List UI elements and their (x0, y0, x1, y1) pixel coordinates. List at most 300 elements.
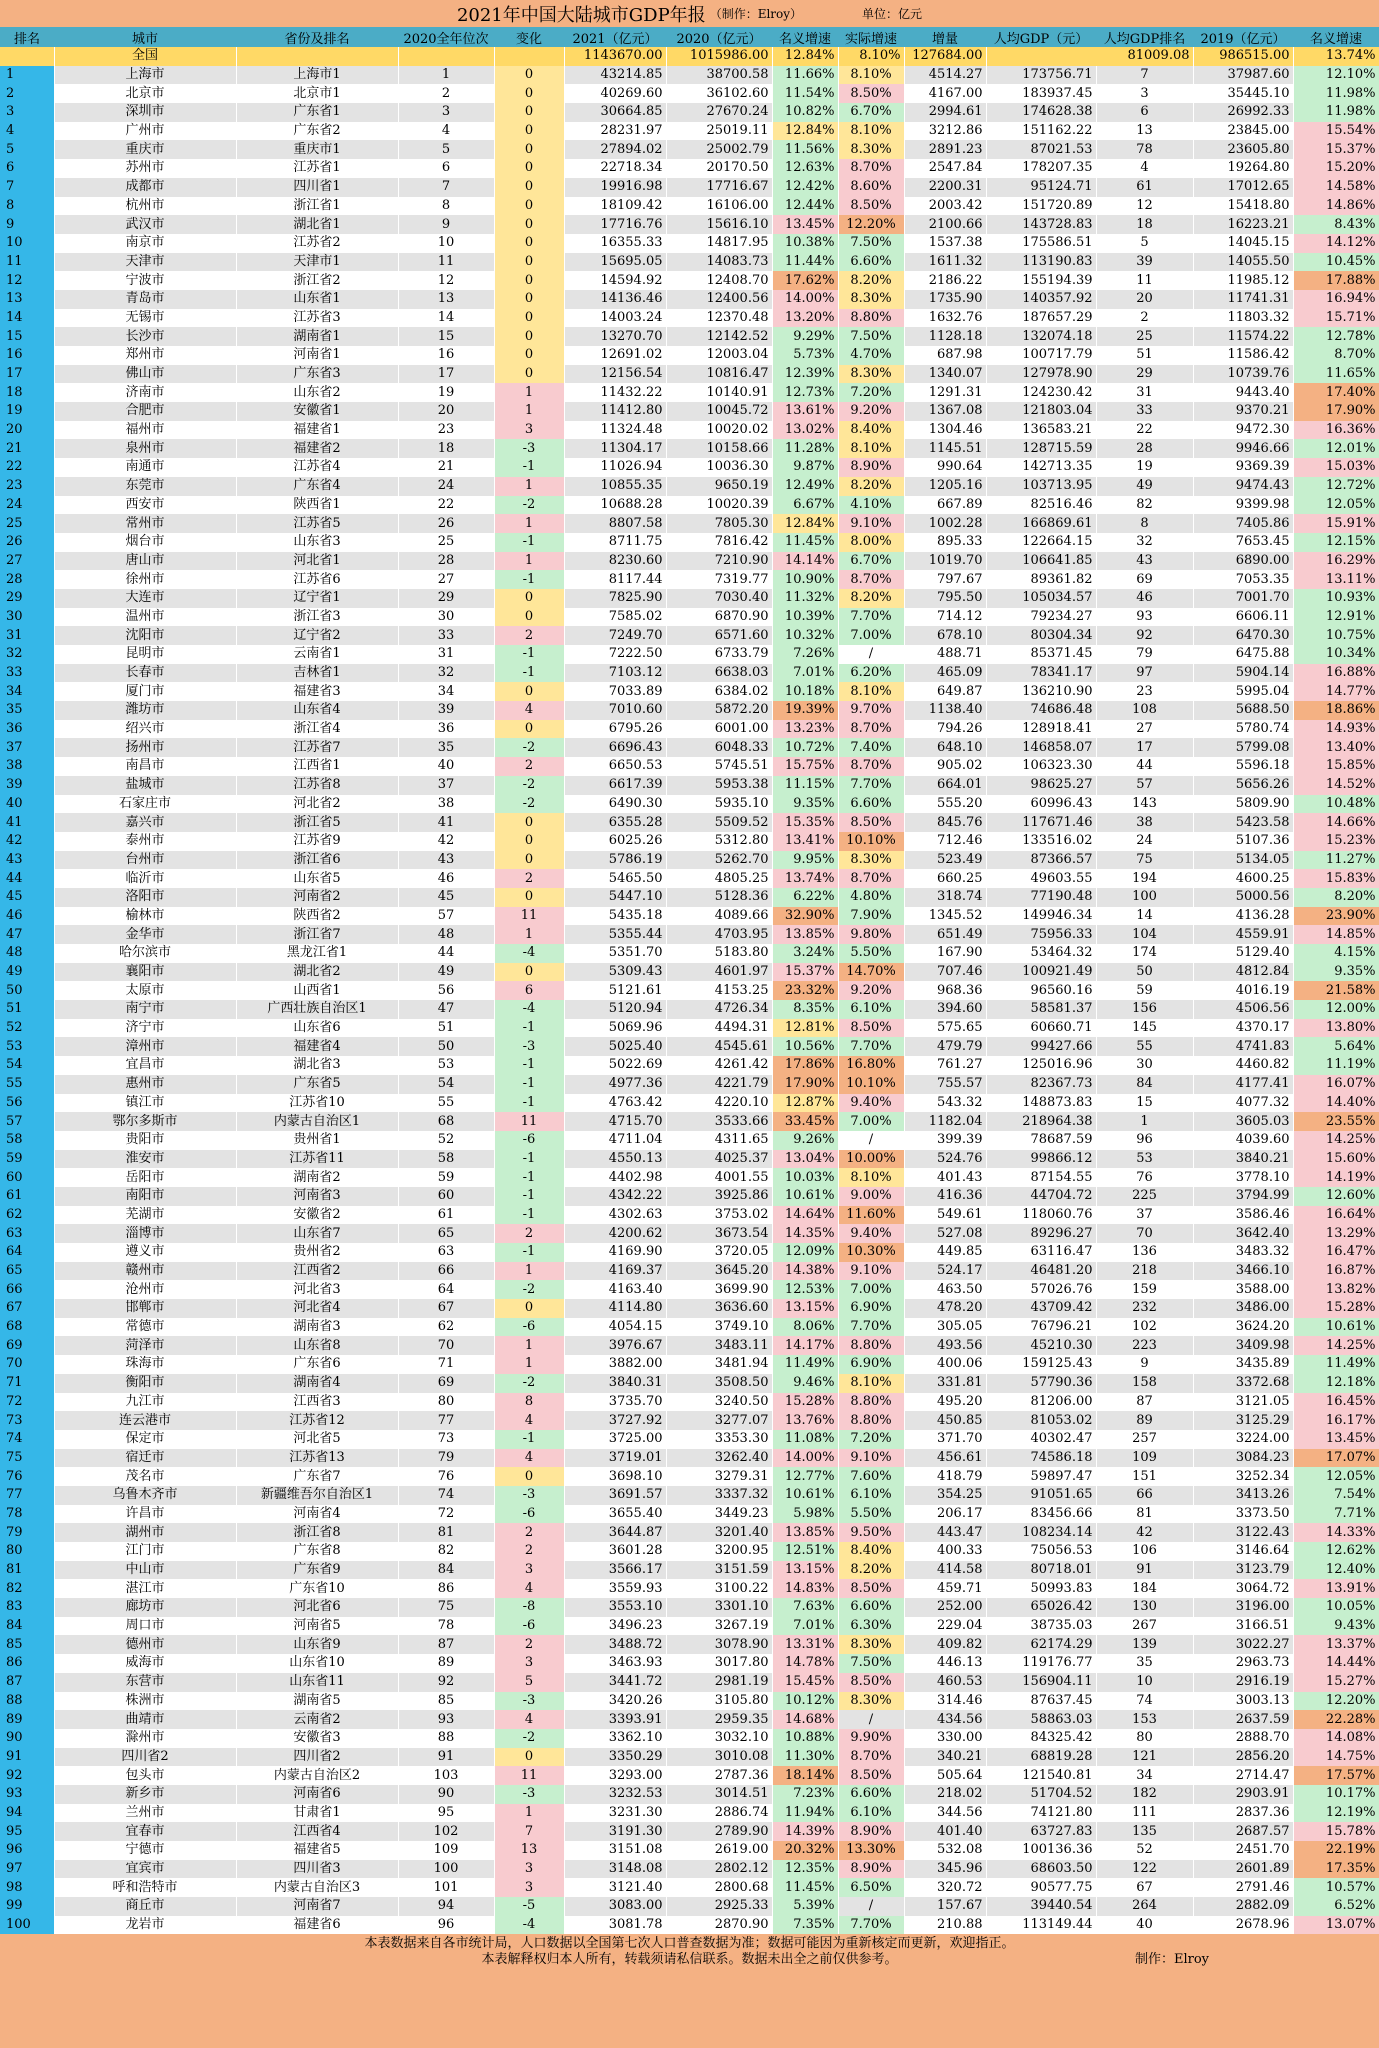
gdp-2020-cell: 4001.55 (666, 1168, 772, 1187)
nominal-growth-cell: 12.87% (772, 1094, 838, 1113)
gdp-2020-cell: 3151.59 (666, 1561, 772, 1580)
increment-cell: 895.33 (904, 533, 986, 552)
rank-cell: 45 (0, 888, 54, 907)
gdp-2019-cell: 5134.05 (1193, 851, 1293, 870)
increment-cell: 543.32 (904, 1094, 986, 1113)
change-cell: 1 (494, 552, 564, 571)
nominal-growth-cell: 14.00% (772, 1449, 838, 1468)
nominal-growth-2019-cell: 8.43% (1293, 215, 1379, 234)
province-cell: 江苏省8 (236, 776, 398, 795)
gdp-2019-cell: 3125.29 (1193, 1411, 1293, 1430)
gdp-per-capita-cell: 149946.34 (986, 907, 1096, 926)
real-growth-cell: 5.50% (838, 1505, 904, 1524)
gdp-2020-cell: 6384.02 (666, 682, 772, 701)
rank-2020-cell: 74 (398, 1486, 494, 1505)
table-row (0, 84, 1379, 103)
nominal-growth-cell: 12.09% (772, 1243, 838, 1262)
footer-author: 制作：Elroy (1134, 1952, 1209, 1968)
province-cell: 福建省3 (236, 682, 398, 701)
gdp-2019-cell: 11985.12 (1193, 271, 1293, 290)
rank-cell: 79 (0, 1523, 54, 1542)
per-capita-rank-cell: 67 (1096, 1878, 1193, 1897)
rank-2020-cell: 56 (398, 981, 494, 1000)
unit-label: 单位：亿元 (862, 7, 923, 21)
real-growth-cell: 8.30% (838, 851, 904, 870)
nominal-growth-2019-cell: 12.01% (1293, 439, 1379, 458)
city-cell: 武汉市 (54, 215, 236, 234)
change-cell: 1 (494, 925, 564, 944)
change-cell: -1 (494, 1206, 564, 1225)
city-cell: 宜宾市 (54, 1860, 236, 1879)
gdp-2021-cell: 18109.42 (564, 197, 666, 216)
change-cell: 0 (494, 309, 564, 328)
real-growth-cell: 6.90% (838, 1299, 904, 1318)
nominal-growth-cell: 13.85% (772, 1523, 838, 1542)
province-cell: 河南省2 (236, 888, 398, 907)
increment-cell: 446.13 (904, 1654, 986, 1673)
rank-2020-cell: 54 (398, 1075, 494, 1094)
rank-2020-cell: 46 (398, 869, 494, 888)
nominal-growth-cell: 10.90% (772, 570, 838, 589)
gdp-2019-cell: 3003.13 (1193, 1692, 1293, 1711)
gdp-2020-cell: 14083.73 (666, 253, 772, 272)
gdp-2020-cell: 3078.90 (666, 1635, 772, 1654)
gdp-2019-cell: 7405.86 (1193, 514, 1293, 533)
nominal-growth-2019-cell: 14.33% (1293, 1523, 1379, 1542)
rank-2020-cell: 87 (398, 1635, 494, 1654)
rank-2020-cell: 94 (398, 1897, 494, 1916)
blank-cell (236, 47, 398, 66)
gdp-2019-cell: 2791.46 (1193, 1878, 1293, 1897)
nominal-growth-cell: 12.44% (772, 197, 838, 216)
rank-cell: 41 (0, 813, 54, 832)
rank-cell: 95 (0, 1822, 54, 1841)
real-growth-cell: 8.00% (838, 533, 904, 552)
per-capita-rank-cell: 232 (1096, 1299, 1193, 1318)
real-growth-cell: 7.70% (838, 1318, 904, 1337)
table-row (0, 458, 1379, 477)
city-cell: 温州市 (54, 608, 236, 627)
header-nominal-growth: 名义增速 (772, 27, 838, 47)
rank-2020-cell: 10 (398, 234, 494, 253)
nominal-growth-cell: 13.23% (772, 720, 838, 739)
rank-2020-cell: 44 (398, 944, 494, 963)
rank-cell: 8 (0, 197, 54, 216)
rank-cell: 90 (0, 1729, 54, 1748)
per-capita-rank-cell: 74 (1096, 1692, 1193, 1711)
gdp-2021-cell: 3566.17 (564, 1561, 666, 1580)
province-cell: 湖南省4 (236, 1374, 398, 1393)
nominal-growth-cell: 9.26% (772, 1131, 838, 1150)
gdp-per-capita-cell: 60660.71 (986, 1019, 1096, 1038)
gdp-2021-cell: 8711.75 (564, 533, 666, 552)
city-cell: 长春市 (54, 664, 236, 683)
table-row (0, 1336, 1379, 1355)
change-cell: -4 (494, 944, 564, 963)
gdp-per-capita-cell: 74121.80 (986, 1804, 1096, 1823)
rank-2020-cell: 9 (398, 215, 494, 234)
gdp-2020-cell: 6571.60 (666, 626, 772, 645)
gdp-2020-cell: 38700.58 (666, 66, 772, 85)
table-row (0, 1860, 1379, 1879)
gdp-per-capita-cell: 68819.28 (986, 1748, 1096, 1767)
gdp-2019-cell: 2687.57 (1193, 1822, 1293, 1841)
change-cell: 0 (494, 327, 564, 346)
gdp-2020-cell: 12370.48 (666, 309, 772, 328)
nominal-growth-2019-cell: 15.54% (1293, 122, 1379, 141)
increment-cell: 648.10 (904, 738, 986, 757)
table-row (0, 1467, 1379, 1486)
province-cell: 河北省1 (236, 552, 398, 571)
gdp-per-capita-cell: 136210.90 (986, 682, 1096, 701)
city-cell: 贵阳市 (54, 1131, 236, 1150)
change-cell: 13 (494, 1841, 564, 1860)
nominal-growth-cell: 8.06% (772, 1318, 838, 1337)
real-growth-cell: 12.20% (838, 215, 904, 234)
nominal-growth-cell: 12.63% (772, 159, 838, 178)
per-capita-rank-cell: 7 (1096, 66, 1193, 85)
gdp-per-capita-cell: 187657.29 (986, 309, 1096, 328)
gdp-per-capita-cell: 63727.83 (986, 1822, 1096, 1841)
rank-2020-cell: 34 (398, 682, 494, 701)
city-cell: 大连市 (54, 589, 236, 608)
gdp-per-capita-cell: 100717.79 (986, 346, 1096, 365)
rank-cell: 85 (0, 1635, 54, 1654)
city-cell: 长沙市 (54, 327, 236, 346)
table-row (0, 1486, 1379, 1505)
rank-cell: 39 (0, 776, 54, 795)
city-cell: 北京市 (54, 84, 236, 103)
table-row (0, 309, 1379, 328)
nominal-growth-cell: 10.39% (772, 608, 838, 627)
gdp-2019-cell: 23845.00 (1193, 122, 1293, 141)
real-growth-cell: 9.10% (838, 1262, 904, 1281)
blank-cell (494, 47, 564, 66)
per-capita-rank-cell: 55 (1096, 1037, 1193, 1056)
gdp-2021-cell: 6696.43 (564, 738, 666, 757)
gdp-2021-cell: 6650.53 (564, 757, 666, 776)
province-cell: 辽宁省2 (236, 626, 398, 645)
table-row (0, 197, 1379, 216)
gdp-2019-cell: 3778.10 (1193, 1168, 1293, 1187)
nominal-growth-cell: 7.23% (772, 1785, 838, 1804)
gdp-2020-cell: 4261.42 (666, 1056, 772, 1075)
increment-cell: 660.25 (904, 869, 986, 888)
rank-cell: 38 (0, 757, 54, 776)
gdp-per-capita-cell: 60996.43 (986, 795, 1096, 814)
real-growth-cell: 9.20% (838, 402, 904, 421)
nominal-growth-cell: 13.04% (772, 1150, 838, 1169)
real-growth-cell: 8.50% (838, 1766, 904, 1785)
nominal-growth-cell: 10.61% (772, 1187, 838, 1206)
real-growth-cell: 8.10% (838, 1374, 904, 1393)
rank-2020-cell: 89 (398, 1654, 494, 1673)
gdp-per-capita-cell: 122664.15 (986, 533, 1096, 552)
nominal-growth-2019-cell: 10.17% (1293, 1785, 1379, 1804)
change-cell: 0 (494, 271, 564, 290)
table-row (0, 1766, 1379, 1785)
city-cell: 郑州市 (54, 346, 236, 365)
city-cell: 宁波市 (54, 271, 236, 290)
gdp-per-capita-cell: 87637.45 (986, 1692, 1096, 1711)
nominal-growth-2019-cell: 14.75% (1293, 1748, 1379, 1767)
real-growth-cell: 9.70% (838, 701, 904, 720)
nominal-growth-cell: 11.44% (772, 253, 838, 272)
nominal-growth-2019-cell: 8.20% (1293, 888, 1379, 907)
gdp-per-capita-cell: 82367.73 (986, 1075, 1096, 1094)
nominal-growth-cell: 11.45% (772, 533, 838, 552)
table-row (0, 1112, 1379, 1131)
gdp-2021-cell: 27894.02 (564, 140, 666, 159)
rank-2020-cell: 51 (398, 1019, 494, 1038)
change-cell: 3 (494, 421, 564, 440)
gdp-2019-cell: 9474.43 (1193, 477, 1293, 496)
rank-2020-cell: 64 (398, 1280, 494, 1299)
rank-cell: 16 (0, 346, 54, 365)
rank-2020-cell: 96 (398, 1916, 494, 1935)
gdp-per-capita-cell: 113190.83 (986, 253, 1096, 272)
real-growth-cell: 5.50% (838, 944, 904, 963)
gdp-2020-cell: 3100.22 (666, 1579, 772, 1598)
gdp-per-capita-cell: 156904.11 (986, 1673, 1096, 1692)
increment-cell: 478.20 (904, 1299, 986, 1318)
per-capita-rank-cell: 43 (1096, 552, 1193, 571)
province-cell: 江苏省7 (236, 738, 398, 757)
real-growth-cell: 6.60% (838, 1598, 904, 1617)
province-cell: 山东省8 (236, 1336, 398, 1355)
gdp-per-capita-cell: 100921.49 (986, 963, 1096, 982)
gdp-per-capita-cell: 117671.46 (986, 813, 1096, 832)
per-capita-rank-cell: 40 (1096, 1916, 1193, 1935)
province-cell: 江苏省11 (236, 1150, 398, 1169)
gdp-2020-cell: 7030.40 (666, 589, 772, 608)
city-cell: 周口市 (54, 1617, 236, 1636)
province-cell: 贵州省1 (236, 1131, 398, 1150)
table-row (0, 1505, 1379, 1524)
gdp-2019-cell: 4016.19 (1193, 981, 1293, 1000)
real-growth-cell: 8.80% (838, 309, 904, 328)
gdp-2019-cell: 2916.19 (1193, 1673, 1293, 1692)
gdp-2019-cell: 7053.35 (1193, 570, 1293, 589)
real-growth-cell: 7.00% (838, 626, 904, 645)
gdp-2021-cell: 11432.22 (564, 383, 666, 402)
nominal-growth-2019-cell: 17.35% (1293, 1860, 1379, 1879)
rank-cell: 84 (0, 1617, 54, 1636)
gdp-per-capita-cell: 44704.72 (986, 1187, 1096, 1206)
gdp-2020-cell: 3240.50 (666, 1393, 772, 1412)
nominal-growth-cell: 12.49% (772, 477, 838, 496)
rank-2020-cell: 30 (398, 608, 494, 627)
table-row (0, 963, 1379, 982)
nominal-growth-2019-cell: 13.45% (1293, 1430, 1379, 1449)
gdp-2019-cell: 4741.83 (1193, 1037, 1293, 1056)
city-cell: 南京市 (54, 234, 236, 253)
gdp-2019-cell: 6470.30 (1193, 626, 1293, 645)
gdp-2019-cell: 5688.50 (1193, 701, 1293, 720)
nominal-growth-cell: 33.45% (772, 1112, 838, 1131)
nominal-growth-cell: 12.77% (772, 1467, 838, 1486)
city-cell: 淄博市 (54, 1224, 236, 1243)
nominal-growth-cell: 23.32% (772, 981, 838, 1000)
rank-cell: 83 (0, 1598, 54, 1617)
province-cell: 山东省9 (236, 1635, 398, 1654)
province-cell: 安徽省2 (236, 1206, 398, 1225)
city-cell: 石家庄市 (54, 795, 236, 814)
gdp-2020-cell: 5312.80 (666, 832, 772, 851)
per-capita-rank-cell: 30 (1096, 1056, 1193, 1075)
rank-cell: 46 (0, 907, 54, 926)
gdp-2019-cell: 3022.27 (1193, 1635, 1293, 1654)
gdp-2021-cell: 8117.44 (564, 570, 666, 589)
gdp-per-capita-cell: 58863.03 (986, 1710, 1096, 1729)
province-cell: 浙江省4 (236, 720, 398, 739)
rank-cell: 55 (0, 1075, 54, 1094)
table-row (0, 1150, 1379, 1169)
rank-cell: 89 (0, 1710, 54, 1729)
gdp-2020-cell: 2802.12 (666, 1860, 772, 1879)
rank-2020-cell: 2 (398, 84, 494, 103)
gdp-2021-cell: 13270.70 (564, 327, 666, 346)
rank-cell: 69 (0, 1336, 54, 1355)
rank-2020-cell: 11 (398, 253, 494, 272)
province-cell: 福建省4 (236, 1037, 398, 1056)
rank-cell: 66 (0, 1280, 54, 1299)
rank-2020-cell: 86 (398, 1579, 494, 1598)
per-capita-rank-cell: 194 (1096, 869, 1193, 888)
gdp-2019-cell: 4506.56 (1193, 1000, 1293, 1019)
gdp-2021-cell: 17716.76 (564, 215, 666, 234)
increment-cell: 1304.46 (904, 421, 986, 440)
nominal-growth-2019-cell: 10.61% (1293, 1318, 1379, 1337)
change-cell: -5 (494, 1897, 564, 1916)
change-cell: -4 (494, 1916, 564, 1935)
real-growth-cell: 9.00% (838, 1187, 904, 1206)
gdp-per-capita-cell: 127978.90 (986, 365, 1096, 384)
national-increment: 127684.00 (904, 47, 986, 66)
city-cell: 常州市 (54, 514, 236, 533)
gdp-per-capita-cell: 82516.46 (986, 496, 1096, 515)
real-growth-cell: 10.10% (838, 1075, 904, 1094)
increment-cell: 1128.18 (904, 327, 986, 346)
table-row (0, 1430, 1379, 1449)
nominal-growth-2019-cell: 10.34% (1293, 645, 1379, 664)
nominal-growth-cell: 14.68% (772, 1710, 838, 1729)
gdp-per-capita-cell: 128918.41 (986, 720, 1096, 739)
province-cell: 四川省3 (236, 1860, 398, 1879)
table-row (0, 851, 1379, 870)
rank-2020-cell: 52 (398, 1131, 494, 1150)
table-row (0, 570, 1379, 589)
per-capita-rank-cell: 14 (1096, 907, 1193, 926)
table-row (0, 1131, 1379, 1150)
per-capita-rank-cell: 6 (1096, 103, 1193, 122)
gdp-2020-cell: 3301.10 (666, 1598, 772, 1617)
change-cell: 8 (494, 1393, 564, 1412)
increment-cell: 1291.31 (904, 383, 986, 402)
table-row (0, 776, 1379, 795)
gdp-2020-cell: 6870.90 (666, 608, 772, 627)
gdp-2021-cell: 4711.04 (564, 1131, 666, 1150)
nominal-growth-cell: 14.39% (772, 1822, 838, 1841)
gdp-2020-cell: 3483.11 (666, 1336, 772, 1355)
gdp-2021-cell: 4163.40 (564, 1280, 666, 1299)
increment-cell: 401.43 (904, 1168, 986, 1187)
real-growth-cell: 16.80% (838, 1056, 904, 1075)
city-cell: 绍兴市 (54, 720, 236, 739)
nominal-growth-cell: 11.15% (772, 776, 838, 795)
real-growth-cell: 8.90% (838, 458, 904, 477)
nominal-growth-cell: 8.35% (772, 1000, 838, 1019)
gdp-2019-cell: 4812.84 (1193, 963, 1293, 982)
rank-2020-cell: 14 (398, 309, 494, 328)
increment-cell: 400.06 (904, 1355, 986, 1374)
real-growth-cell: 8.70% (838, 570, 904, 589)
province-cell: 河南省7 (236, 1897, 398, 1916)
rank-cell: 42 (0, 832, 54, 851)
city-cell: 徐州市 (54, 570, 236, 589)
header-gdp-per-capita: 人均GDP（元） (986, 27, 1096, 47)
gdp-2019-cell: 5423.58 (1193, 813, 1293, 832)
gdp-2020-cell: 12142.52 (666, 327, 772, 346)
increment-cell: 712.46 (904, 832, 986, 851)
gdp-per-capita-cell: 75056.53 (986, 1542, 1096, 1561)
rank-2020-cell: 57 (398, 907, 494, 926)
header-rank-2020: 2020全年位次 (398, 27, 494, 47)
increment-cell: 905.02 (904, 757, 986, 776)
per-capita-rank-cell: 42 (1096, 1523, 1193, 1542)
gdp-per-capita-cell: 78341.17 (986, 664, 1096, 683)
real-growth-cell: 7.40% (838, 738, 904, 757)
city-cell: 威海市 (54, 1654, 236, 1673)
table-row (0, 1056, 1379, 1075)
change-cell: 1 (494, 477, 564, 496)
gdp-per-capita-cell: 87154.55 (986, 1168, 1096, 1187)
table-row (0, 1224, 1379, 1243)
rank-cell: 78 (0, 1505, 54, 1524)
gdp-2020-cell: 6048.33 (666, 738, 772, 757)
nominal-growth-2019-cell: 22.19% (1293, 1841, 1379, 1860)
city-cell: 遵义市 (54, 1243, 236, 1262)
nominal-growth-2019-cell: 16.45% (1293, 1393, 1379, 1412)
province-cell: 山东省10 (236, 1654, 398, 1673)
increment-cell: 416.36 (904, 1187, 986, 1206)
per-capita-rank-cell: 38 (1096, 813, 1193, 832)
city-cell: 沧州市 (54, 1280, 236, 1299)
table-row (0, 1187, 1379, 1206)
increment-cell: 493.56 (904, 1336, 986, 1355)
gdp-2021-cell: 5786.19 (564, 851, 666, 870)
gdp-per-capita-cell: 57026.76 (986, 1280, 1096, 1299)
page-subtitle: （制作：Elroy） (709, 7, 803, 21)
real-growth-cell: 8.10% (838, 682, 904, 701)
gdp-2019-cell: 3084.23 (1193, 1449, 1293, 1468)
change-cell: -1 (494, 1430, 564, 1449)
city-cell: 襄阳市 (54, 963, 236, 982)
province-cell: 湖北省3 (236, 1056, 398, 1075)
table-row (0, 1318, 1379, 1337)
nominal-growth-2019-cell: 7.54% (1293, 1486, 1379, 1505)
rank-2020-cell: 35 (398, 738, 494, 757)
gdp-2019-cell: 17012.65 (1193, 178, 1293, 197)
increment-cell: 314.46 (904, 1692, 986, 1711)
change-cell: -1 (494, 570, 564, 589)
national-nominal-growth: 12.84% (772, 47, 838, 66)
nominal-growth-2019-cell: 21.58% (1293, 981, 1379, 1000)
table-row (0, 813, 1379, 832)
city-cell: 连云港市 (54, 1411, 236, 1430)
rank-cell: 75 (0, 1449, 54, 1468)
rank-2020-cell: 43 (398, 851, 494, 870)
